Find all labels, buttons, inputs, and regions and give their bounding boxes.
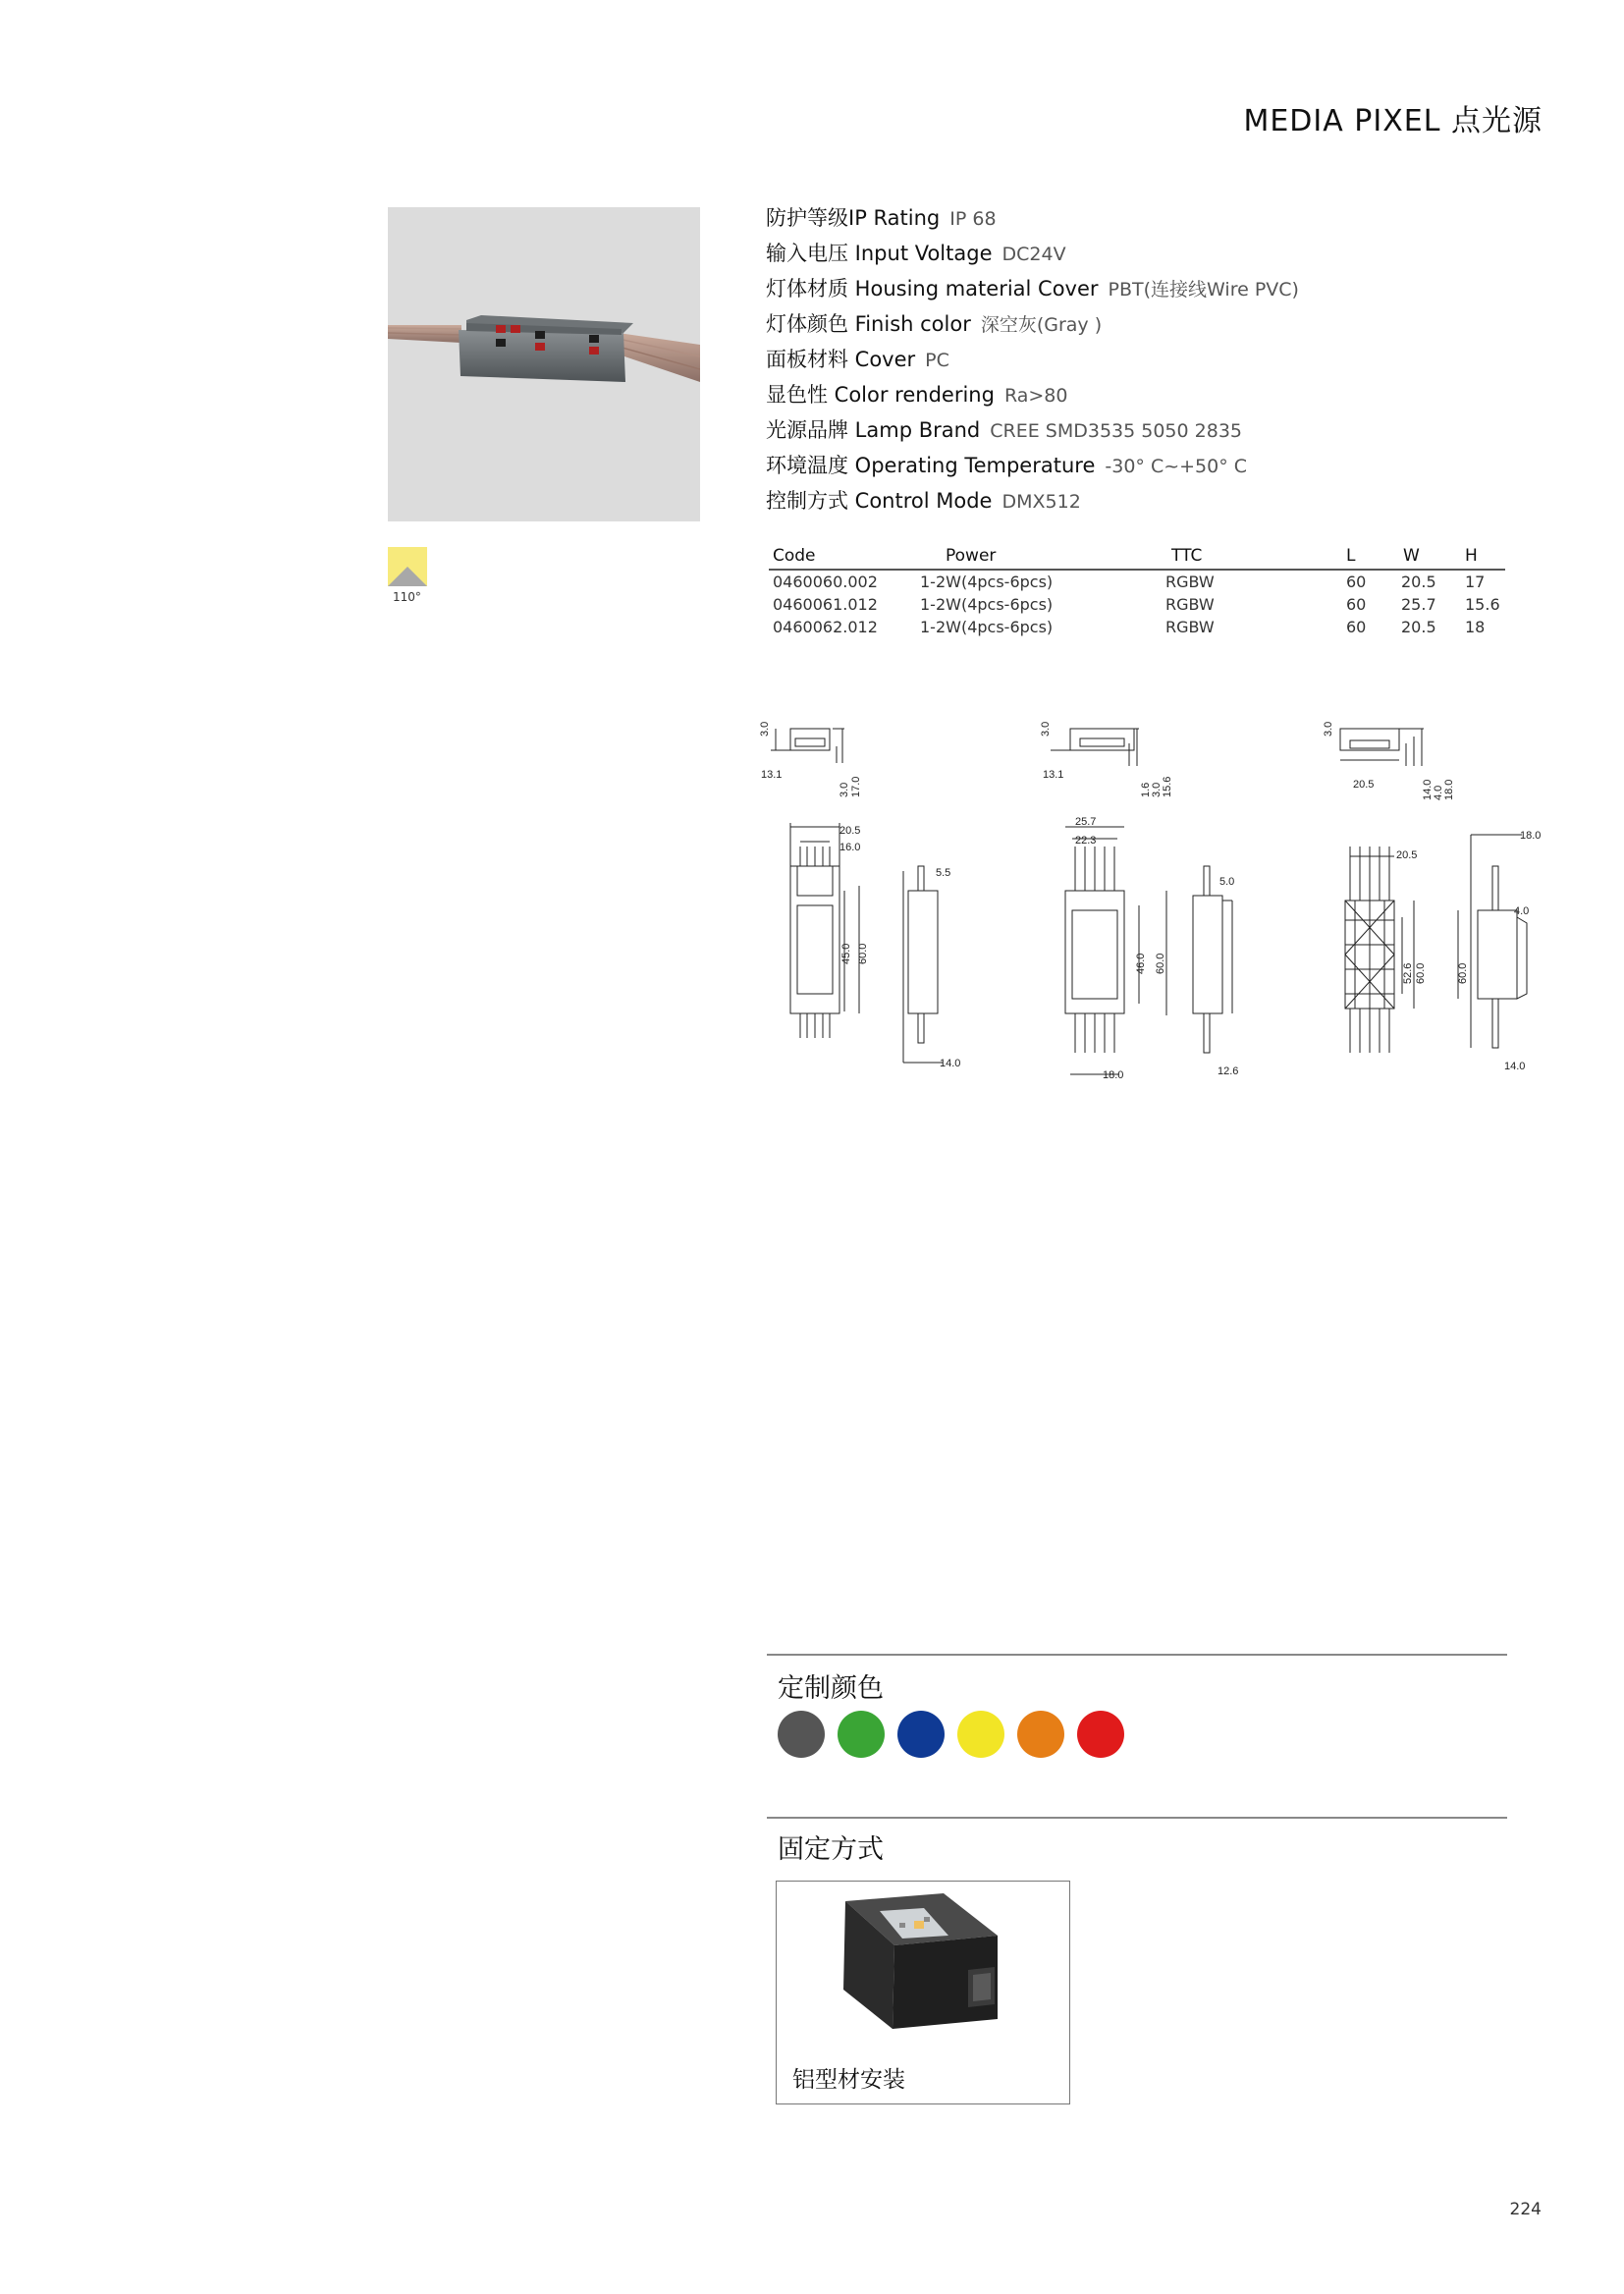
- dim-label: 18.0: [1443, 779, 1455, 800]
- dim-label: 3.0: [1151, 782, 1163, 797]
- col-code: Code: [769, 543, 916, 570]
- model-table: [769, 543, 1505, 638]
- table-row: 0460060.002 1-2W(4pcs-6pcs) RGBW 60 20.5 17: [773, 573, 1486, 591]
- spec-color-rendering: 显色性 Color rendering Ra>80: [766, 383, 1068, 407]
- table-row: 0460061.012 1-2W(4pcs-6pcs) RGBW 60 25.7 15.6: [773, 595, 1500, 614]
- dim-label: 20.5: [839, 825, 861, 837]
- dim-label: 1.6: [1140, 782, 1152, 797]
- dim-label: 18.0: [1103, 1069, 1124, 1081]
- mounting-label: 铝型材安装: [792, 2067, 905, 2093]
- spec-cover: 面板材料 Cover PC: [766, 348, 949, 371]
- table-header-row: [769, 543, 1505, 570]
- dim-label: 4.0: [1433, 785, 1444, 800]
- beam-angle-icon: [388, 547, 427, 590]
- color-swatch-yellow: [957, 1711, 1004, 1758]
- dim-label: 4.0: [1514, 905, 1530, 917]
- dim-label: 60.0: [1415, 962, 1427, 984]
- dim-label: 52.6: [1402, 962, 1414, 984]
- dim-label: 5.0: [1219, 876, 1235, 888]
- dim-label: 3.0: [1040, 721, 1052, 737]
- page-number: 224: [1509, 2200, 1542, 2219]
- spec-operating-temperature: 环境温度 Operating Temperature -30° C~+50° C: [766, 454, 1248, 477]
- dim-label: 17.0: [850, 776, 862, 797]
- dim-label: 15.6: [1162, 776, 1173, 797]
- dim-label: 25.7: [1075, 816, 1097, 828]
- dim-label: 3.0: [759, 721, 771, 737]
- col-l: L: [1328, 543, 1397, 570]
- dim-label: 14.0: [1422, 779, 1434, 800]
- color-swatch-green: [838, 1711, 885, 1758]
- color-swatch-red: [1077, 1711, 1124, 1758]
- dim-label: 14.0: [940, 1058, 961, 1069]
- col-ttc: TTC: [1162, 543, 1328, 570]
- custom-colors-title: 定制颜色: [778, 1673, 884, 1704]
- spec-input-voltage: 输入电压 Input Voltage DC24V: [766, 242, 1066, 265]
- technical-drawings: [746, 699, 1551, 1106]
- col-power: Power: [916, 543, 1162, 570]
- dim-label: 20.5: [1396, 849, 1418, 861]
- color-swatch-gray: [778, 1711, 825, 1758]
- dim-label: 22.3: [1075, 835, 1097, 847]
- dim-label: 5.5: [936, 867, 951, 879]
- spec-ip-rating: 防护等级IP Rating IP 68: [766, 206, 997, 230]
- dim-label: 3.0: [1323, 721, 1334, 737]
- spec-list: [766, 200, 1299, 519]
- dim-label: 3.0: [839, 782, 850, 797]
- dim-label: 46.0: [1135, 953, 1147, 974]
- spec-housing-material: 灯体材质 Housing material Cover PBT(连接线Wire PVC): [766, 277, 1299, 300]
- beam-angle-label: 110°: [393, 590, 421, 604]
- section-divider: [767, 1654, 1507, 1656]
- dim-label: 13.1: [1043, 769, 1064, 781]
- col-h: H: [1461, 543, 1505, 570]
- dim-label: 20.5: [1353, 779, 1375, 791]
- dim-label: 14.0: [1504, 1061, 1526, 1072]
- spec-control-mode: 控制方式 Control Mode DMX512: [766, 489, 1081, 513]
- mounting-card: [776, 1881, 1070, 2104]
- dim-label: 60.0: [1457, 962, 1469, 984]
- col-w: W: [1397, 543, 1461, 570]
- dim-label: 60.0: [1155, 953, 1166, 974]
- spec-finish-color: 灯体颜色 Finish color 深空灰(Gray ): [766, 312, 1103, 336]
- color-swatch-orange: [1017, 1711, 1064, 1758]
- color-swatches: [778, 1711, 1124, 1758]
- page-header-title: MEDIA PIXEL 点光源: [1243, 104, 1543, 138]
- color-swatch-blue: [897, 1711, 945, 1758]
- mounting-title: 固定方式: [778, 1834, 884, 1865]
- pixel-module-image: [388, 207, 700, 521]
- dim-label: 18.0: [1520, 830, 1542, 842]
- dim-label: 60.0: [857, 943, 869, 964]
- product-photo: [388, 207, 700, 521]
- section-divider: [767, 1817, 1507, 1819]
- dim-label: 45.0: [840, 943, 852, 964]
- spec-lamp-brand: 光源品牌 Lamp Brand CREE SMD3535 5050 2835: [766, 418, 1243, 442]
- dim-label: 13.1: [761, 769, 783, 781]
- dim-label: 16.0: [839, 842, 861, 853]
- table-row: 0460062.012 1-2W(4pcs-6pcs) RGBW 60 20.5 18: [773, 618, 1486, 636]
- dim-label: 12.6: [1218, 1065, 1239, 1077]
